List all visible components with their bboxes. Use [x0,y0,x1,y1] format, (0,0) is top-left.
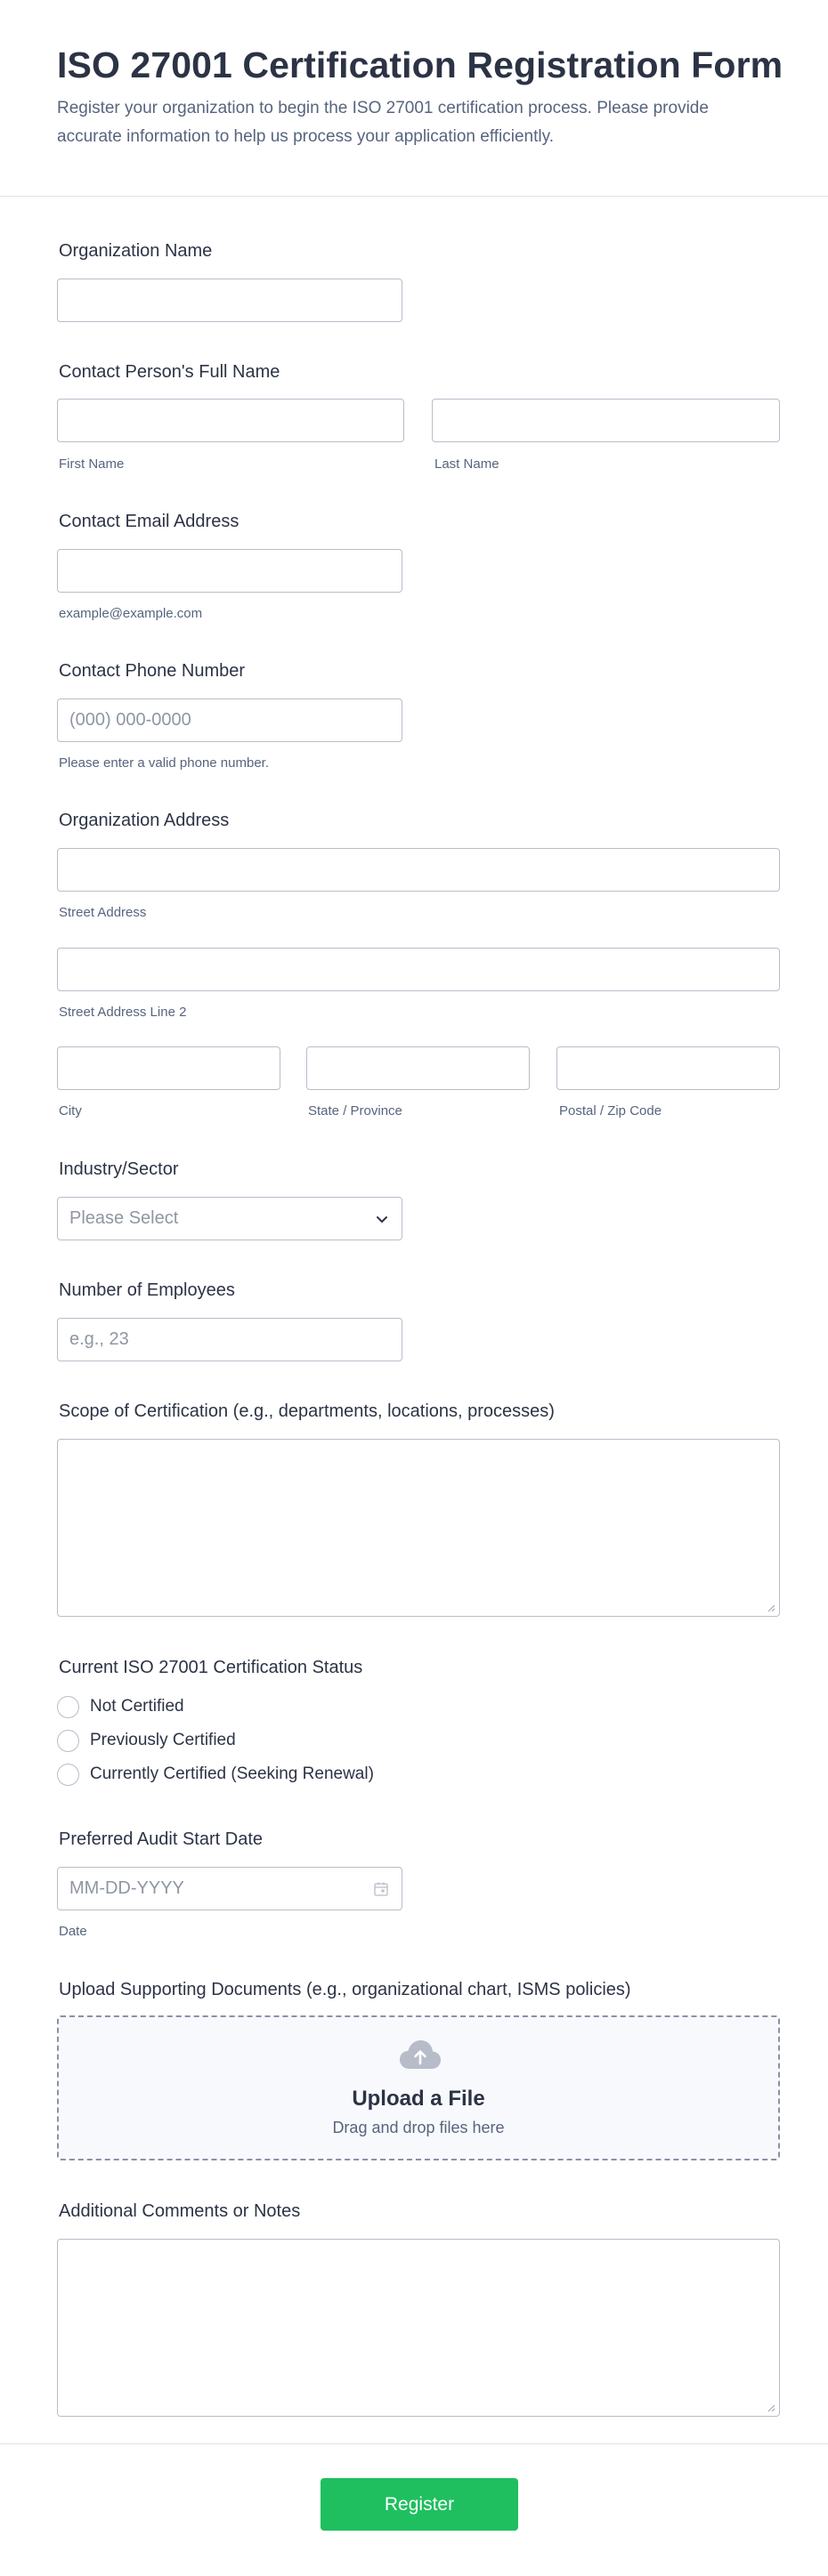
phone-label: Contact Phone Number [59,661,246,681]
cloud-upload-icon [399,2039,442,2071]
calendar-icon[interactable] [373,1881,389,1897]
state-input[interactable] [306,1046,530,1090]
phone-input[interactable]: (000) 000-0000 [57,699,402,742]
address-label: Organization Address [59,811,230,830]
radio-label: Previously Certified [90,1731,236,1749]
email-input[interactable] [57,549,402,593]
radio-button[interactable] [57,1764,79,1786]
form-title: ISO 27001 Certification Registration Form [57,44,783,85]
audit-date-input[interactable] [57,1867,402,1910]
form-header [0,0,828,197]
org-name-label: Organization Name [59,241,213,261]
zip-sublabel: Postal / Zip Code [559,1103,662,1118]
employees-label: Number of Employees [59,1280,235,1300]
street-address-line2-input[interactable] [57,948,780,991]
upload-title: Upload a File [352,2087,485,2111]
street-address-input[interactable] [57,848,780,892]
employees-input[interactable]: e.g., 23 [57,1318,402,1361]
form-subtitle: Register your organization to begin the ISO 27001 certification process. Please provide accurate information to help us process your application efficiently. [57,99,709,146]
resize-grip-icon[interactable] [767,1603,775,1612]
radio-label: Not Certified [90,1697,184,1716]
status-option-currently-certified[interactable] [57,1762,374,1787]
comments-textarea[interactable] [57,2239,780,2417]
upload-label: Upload Supporting Documents (e.g., organizational chart, ISMS policies) [59,1980,631,1999]
status-label: Current ISO 27001 Certification Status [59,1658,363,1677]
org-name-input[interactable] [57,279,402,322]
upload-hint: Drag and drop files here [332,2119,505,2136]
first-name-sublabel: First Name [59,456,125,472]
resize-grip-icon[interactable] [767,2403,775,2412]
radio-button[interactable] [57,1730,79,1752]
industry-label: Industry/Sector [59,1159,179,1179]
audit-date-label: Preferred Audit Start Date [59,1829,264,1849]
city-sublabel: City [59,1103,82,1118]
industry-selected-value: Please Select [69,1208,179,1228]
file-upload-dropzone[interactable] [57,2015,780,2160]
last-name-sublabel: Last Name [434,456,499,472]
radio-button[interactable] [57,1696,79,1718]
contact-name-label: Contact Person's Full Name [59,362,280,382]
last-name-input[interactable] [432,399,780,442]
scope-label: Scope of Certification (e.g., departments, locations, processes) [59,1401,555,1421]
audit-date-sublabel: Date [59,1924,87,1939]
email-sublabel: example@example.com [59,606,203,621]
industry-select[interactable] [57,1197,402,1240]
form-footer [0,2443,828,2576]
city-input[interactable] [57,1046,280,1090]
first-name-input[interactable] [57,399,404,442]
street-address-sublabel: Street Address [59,905,147,920]
status-option-not-certified[interactable] [57,1694,184,1719]
radio-label: Currently Certified (Seeking Renewal) [90,1764,374,1783]
register-button[interactable]: Register [321,2478,518,2531]
zip-input[interactable] [556,1046,780,1090]
street-address-line2-sublabel: Street Address Line 2 [59,1005,187,1020]
chevron-down-icon [375,1212,389,1226]
email-label: Contact Email Address [59,512,239,531]
phone-sublabel: Please enter a valid phone number. [59,755,269,771]
audit-date-placeholder: MM-DD-YYYY [69,1878,184,1898]
scope-textarea[interactable] [57,1439,780,1617]
comments-label: Additional Comments or Notes [59,2201,301,2221]
state-sublabel: State / Province [308,1103,402,1118]
status-option-previously-certified[interactable] [57,1728,236,1753]
